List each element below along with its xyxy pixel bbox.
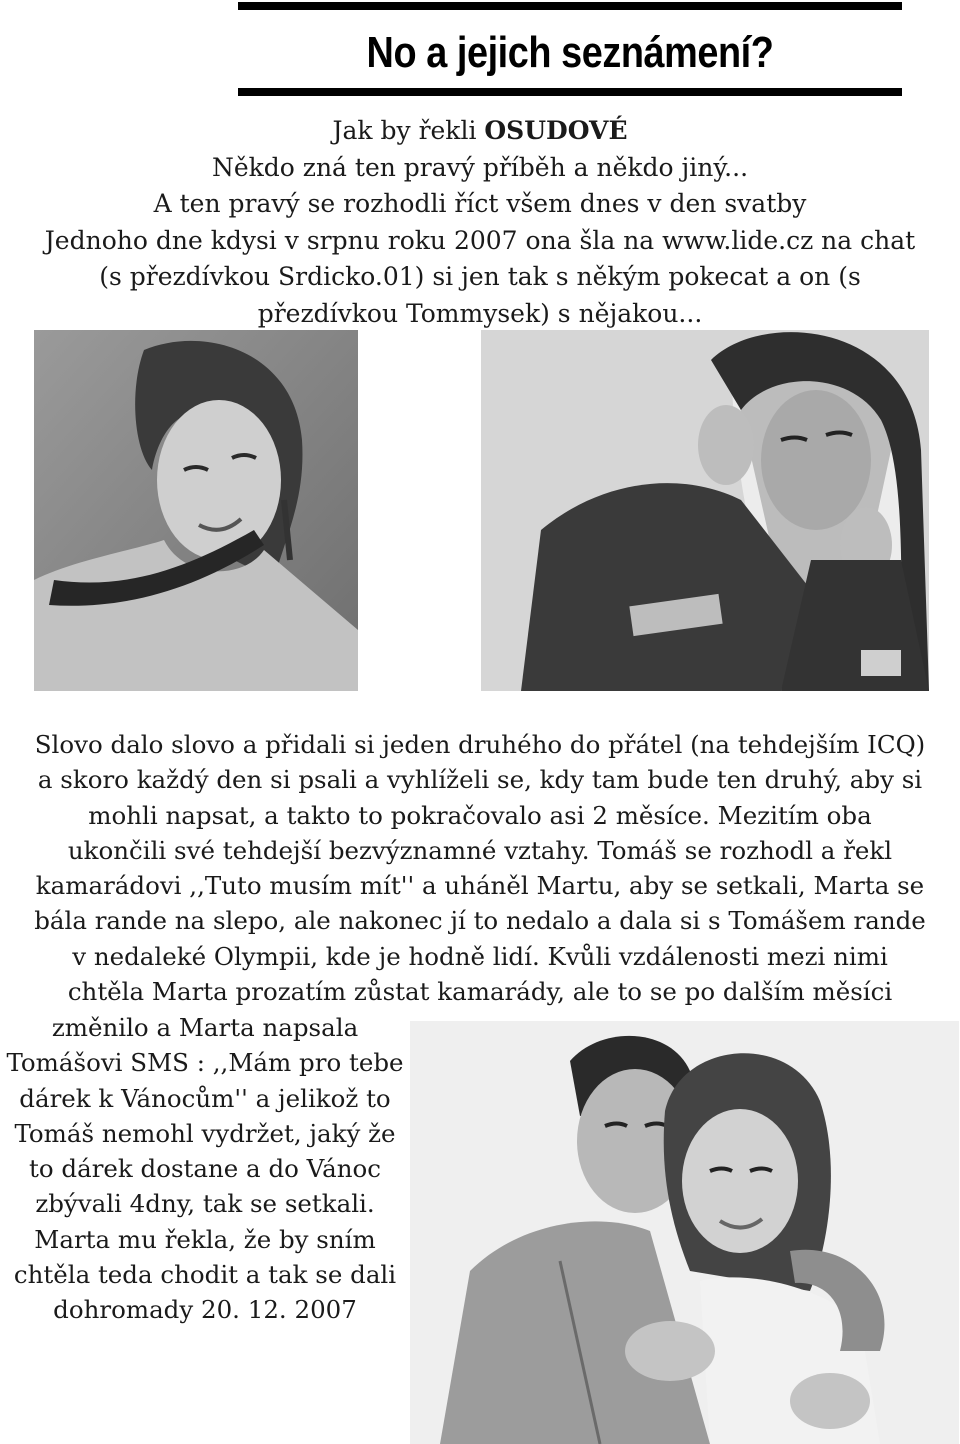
intro-line-4: Jednoho dne kdysi v srpnu roku 2007 ona šla na www.lide.cz na chat bbox=[44, 225, 916, 255]
side-line: to dárek dostane a do Vánoc bbox=[29, 1154, 381, 1184]
photo-boy-hood bbox=[481, 330, 929, 691]
intro-bold-word: OSUDOVÉ bbox=[484, 116, 628, 145]
side-text bbox=[0, 1010, 410, 1328]
header-rule-top bbox=[238, 2, 902, 10]
intro-line-2: Někdo zná ten pravý příběh a někdo jiný... bbox=[211, 152, 749, 182]
side-line: zbývali 4dny, tak se setkali. bbox=[35, 1189, 375, 1219]
story-line: chtěla Marta prozatím zůstat kamarády, ale to se po dalším měsíci bbox=[67, 977, 893, 1007]
page-title: No a jejich seznámení? bbox=[366, 28, 774, 77]
story-line: a skoro každý den si psali a vyhlíželi se, kdy tam bude ten druhý, aby si bbox=[37, 765, 923, 795]
side-line: dohromady 20. 12. 2007 bbox=[53, 1295, 357, 1325]
side-line: Tomášovi SMS : ,,Mám pro tebe bbox=[6, 1048, 404, 1078]
side-line: dárek k Vánocům'' a jelikož to bbox=[19, 1083, 391, 1113]
intro-line-1: Jak by řekli OSUDOVÉ bbox=[332, 116, 628, 145]
intro-line-5: (s přezdívkou Srdicko.01) si jen tak s někým pokecat a on (s bbox=[99, 262, 861, 291]
side-line: změnilo a Marta napsala bbox=[51, 1013, 359, 1042]
story-text bbox=[0, 727, 960, 1009]
intro-text bbox=[0, 113, 960, 332]
side-line: chtěla teda chodit a tak se dali bbox=[13, 1260, 397, 1290]
photo-couple bbox=[410, 1021, 959, 1444]
side-line: Tomáš nemohl vydržet, jaký že bbox=[14, 1118, 396, 1148]
side-line: Marta mu řekla, že by sním bbox=[34, 1224, 376, 1254]
story-line: Slovo dalo slovo a přidali si jeden druhého do přátel (na tehdejším ICQ) bbox=[34, 730, 926, 759]
story-line: v nedaleké Olympii, kde je hodně lidí. Kvůli vzdálenosti mezi nimi bbox=[72, 941, 888, 971]
story-line: kamarádovi ,,Tuto musím mít'' a uháněl Martu, aby se setkali, Marta se bbox=[35, 871, 925, 901]
story-line: bála rande na slepo, ale nakonec jí to nedalo a dala si s Tomášem rande bbox=[34, 906, 926, 936]
photo-girl-portrait bbox=[34, 330, 358, 691]
story-line: ukončili své tehdejší bezvýznamné vztahy. Tomáš se rozhodl a řekl bbox=[67, 835, 893, 865]
header-rule-bottom bbox=[238, 88, 902, 96]
intro-line-3: A ten pravý se rozhodli říct všem dnes v den svatby bbox=[153, 189, 807, 218]
story-line: mohli napsat, a takto to pokračovalo asi 2 měsíce. Mezitím oba bbox=[88, 800, 872, 830]
intro-line-6: přezdívkou Tommysek) s nějakou... bbox=[257, 298, 703, 328]
